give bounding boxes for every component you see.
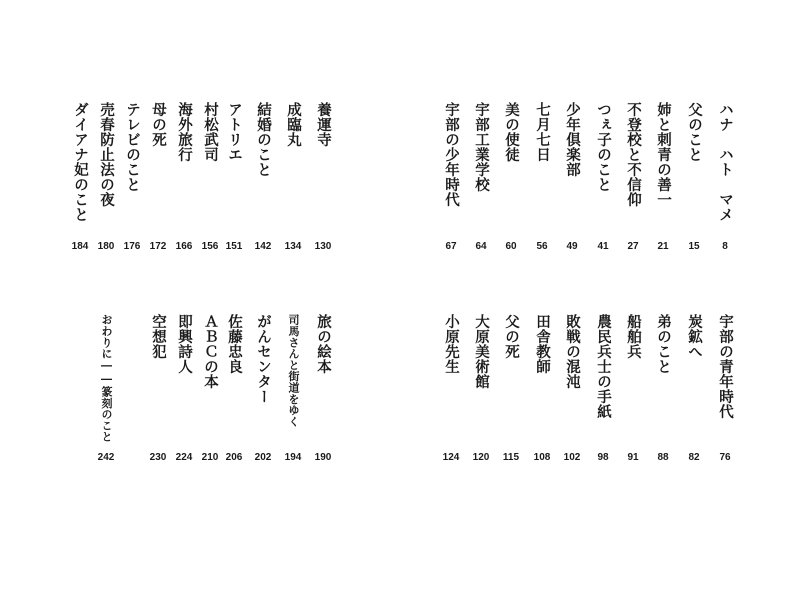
entry-title: がんセンター (255, 314, 272, 404)
entry-page: 88 (657, 452, 669, 463)
entry-title: ハナ ハト マメ (717, 102, 734, 222)
entry-page: 91 (627, 452, 639, 463)
entry-page: 41 (597, 241, 609, 252)
entry-page: 166 (175, 241, 193, 252)
entry-title: 即興詩人 (176, 314, 193, 374)
entry-title: 宇部工業学校 (473, 102, 490, 192)
entry-page: 142 (254, 241, 272, 252)
entry-page: 202 (254, 452, 272, 463)
entry-page: 15 (688, 241, 700, 252)
entry-page: 134 (284, 241, 302, 252)
entry-title: 宇部の青年時代 (717, 314, 734, 419)
entry-title: 養運寺 (315, 102, 332, 147)
entry-title: 海外旅行 (176, 102, 193, 162)
entry-title: 母の死 (150, 102, 167, 147)
entry-page: 120 (472, 452, 490, 463)
entry-title: 美の使徒 (503, 102, 520, 162)
entry-title: 農民兵士の手紙 (595, 314, 612, 419)
entry-title: 七月七日 (534, 102, 551, 162)
entry-title: 宇部の少年時代 (443, 102, 460, 207)
entry-page: 156 (201, 241, 219, 252)
entry-title: 司馬さんと街道をゆく (287, 314, 300, 427)
entry-title: 田舎教師 (534, 314, 551, 374)
entry-title: 少年倶楽部 (564, 102, 581, 177)
entry-title: 結婚のこと (255, 102, 272, 177)
entry-title: 小原先生 (443, 314, 460, 374)
entry-page: 56 (536, 241, 548, 252)
entry-page: 27 (627, 241, 639, 252)
entry-title: 父の死 (503, 314, 520, 359)
entry-title: ＡＢＣの本 (202, 314, 219, 389)
entry-page: 176 (123, 241, 141, 252)
entry-page: 194 (284, 452, 302, 463)
entry-title: つぇ子のこと (595, 102, 612, 192)
entry-title: 姉と刺青の善一 (655, 102, 672, 207)
entry-page: 184 (71, 241, 89, 252)
entry-title: 旅の絵本 (315, 314, 332, 374)
entry-title: 炭鉱へ (686, 314, 703, 359)
entry-page: 206 (225, 452, 243, 463)
entry-title: アトリエ (226, 102, 243, 162)
entry-page: 108 (533, 452, 551, 463)
entry-page: 102 (563, 452, 581, 463)
entry-page: 67 (445, 241, 457, 252)
entry-title: 大原美術館 (473, 314, 490, 389)
entry-title: 成臨丸 (285, 102, 302, 147)
entry-title: 佐藤忠良 (226, 314, 243, 374)
entry-title: 敗戦の混沌 (564, 314, 581, 389)
entry-title: 弟のこと (655, 314, 672, 374)
entry-page: 8 (722, 241, 728, 252)
entry-page: 130 (314, 241, 332, 252)
entry-title: 売春防止法の夜 (98, 102, 115, 207)
entry-title: ダイアナ妃のこと (72, 102, 89, 222)
entry-page: 190 (314, 452, 332, 463)
entry-title: 村松武司 (202, 102, 219, 162)
entry-title: おわりに――篆刻のこと (100, 314, 113, 443)
entry-page: 21 (657, 241, 669, 252)
entry-title: 不登校と不信仰 (625, 102, 642, 207)
entry-page: 82 (688, 452, 700, 463)
entry-title: 船舶兵 (625, 314, 642, 359)
entry-page: 230 (149, 452, 167, 463)
entry-page: 64 (475, 241, 487, 252)
entry-page: 60 (505, 241, 517, 252)
entry-page: 180 (97, 241, 115, 252)
entry-page: 124 (442, 452, 460, 463)
entry-page: 242 (97, 452, 115, 463)
entry-title: 父のこと (686, 102, 703, 162)
entry-title: テレビのこと (124, 102, 141, 192)
entry-page: 210 (201, 452, 219, 463)
entry-page: 115 (502, 452, 520, 463)
entry-title: 空想犯 (150, 314, 167, 359)
entry-page: 49 (566, 241, 578, 252)
entry-page: 224 (175, 452, 193, 463)
entry-page: 98 (597, 452, 609, 463)
entry-page: 76 (719, 452, 731, 463)
entry-page: 151 (225, 241, 243, 252)
entry-page: 172 (149, 241, 167, 252)
